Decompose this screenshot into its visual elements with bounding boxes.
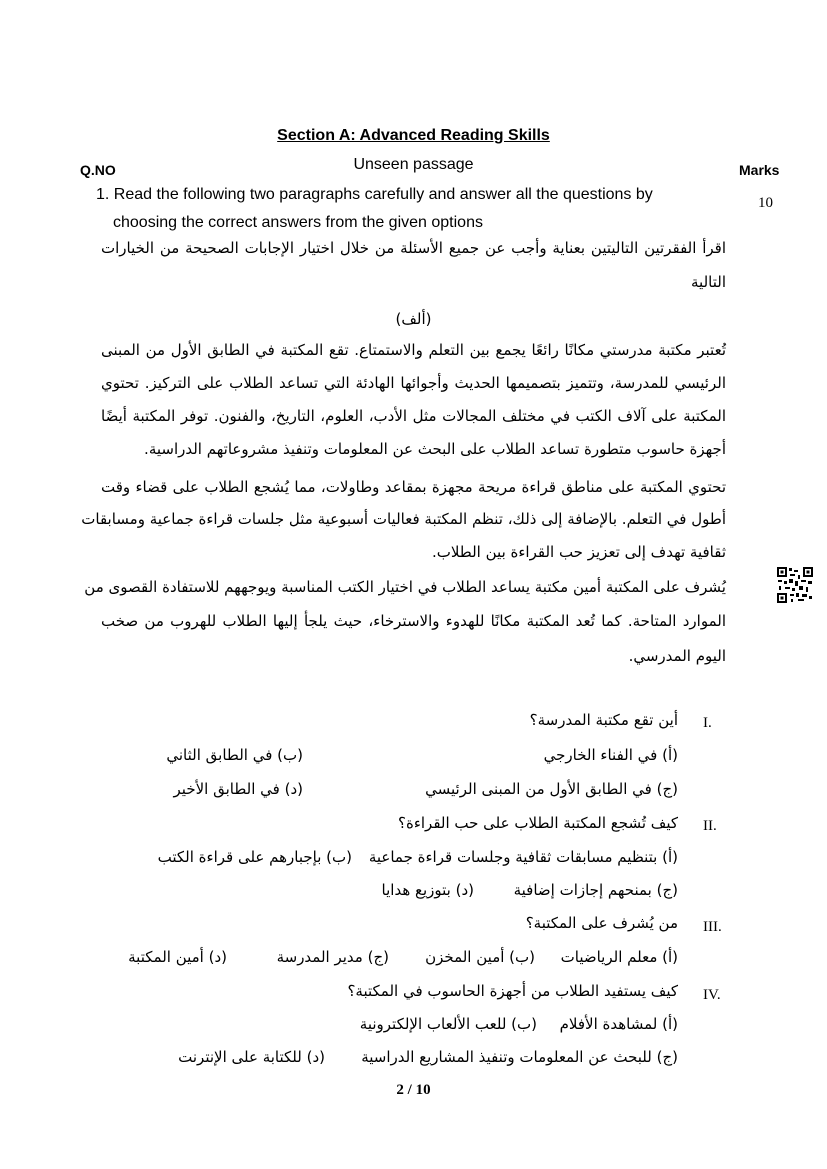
instruction-en-line1: 1. Read the following two paragraphs carefully and answer all the questions by bbox=[96, 186, 653, 203]
passage-line: الرئيسي للمدرسة، وتتميز بتصميمها الحديث وأجوائها الهادئة التي تساعد الطلاب على التركيز. تحتوي bbox=[101, 374, 726, 392]
question-text: أين تقع مكتبة المدرسة؟ bbox=[529, 711, 678, 729]
passage-label: (ألف) bbox=[395, 310, 432, 328]
passage-line: المكتبة على آلاف الكتب في مختلف المجالات مثل الأدب، العلوم، التاريخ، والفنون. توفر المكتبة أيضًا bbox=[101, 407, 726, 425]
instruction-en-line2: choosing the correct answers from the given options bbox=[113, 214, 483, 231]
passage-line: تحتوي المكتبة على مناطق قراءة مريحة مجهزة بمقاعد وطاولات، مما يُشجع الطلاب على قضاء وقت bbox=[101, 478, 726, 496]
qno-label: Q.NO bbox=[80, 162, 116, 178]
question-number: I. bbox=[703, 715, 712, 731]
option-b: (ب) بإجبارهم على قراءة الكتب bbox=[157, 848, 352, 866]
option-c: (ج) للبحث عن المعلومات وتنفيذ المشاريع الدراسية bbox=[361, 1048, 678, 1066]
passage-line: يُشرف على المكتبة أمين مكتبة يساعد الطلاب في اختيار الكتب المناسبة ويوجههم للاستفادة القصوى من bbox=[84, 578, 726, 596]
option-d: (د) للكتابة على الإنترنت bbox=[178, 1048, 325, 1066]
option-a: (أ) في الفناء الخارجي bbox=[543, 746, 678, 764]
passage-line: الموارد المتاحة. كما تُعد المكتبة مكانًا للهدوء والاسترخاء، حيث يلجأ إليها الطلاب للهروب من صخب bbox=[101, 612, 726, 630]
subtitle: Unseen passage bbox=[353, 156, 474, 173]
question-text: من يُشرف على المكتبة؟ bbox=[525, 914, 678, 932]
question-text: كيف يستفيد الطلاب من أجهزة الحاسوب في المكتبة؟ bbox=[347, 982, 678, 1000]
option-c: (ج) في الطابق الأول من المبنى الرئيسي bbox=[425, 780, 678, 798]
option-a: (أ) بتنظيم مسابقات ثقافية وجلسات قراءة جماعية bbox=[368, 848, 678, 866]
option-a: (أ) لمشاهدة الأفلام bbox=[559, 1015, 678, 1033]
question-number: II. bbox=[703, 818, 717, 834]
passage-line: تُعتبر مكتبة مدرستي مكانًا رائعًا يجمع بين التعلم والاستمتاع. تقع المكتبة في الطابق الأول من المبنى bbox=[101, 341, 726, 359]
passage-line: أطول في التعلم. بالإضافة إلى ذلك، تنظم المكتبة فعاليات أسبوعية مثل جلسات قراءة جماعية ومسابقات bbox=[81, 510, 726, 528]
passage-line: اليوم المدرسي. bbox=[628, 647, 726, 665]
option-b: (ب) في الطابق الثاني bbox=[166, 746, 303, 764]
option-b: (ب) للعب الألعاب الإلكترونية bbox=[359, 1015, 537, 1033]
option-c: (ج) بمنحهم إجازات إضافية bbox=[513, 881, 678, 899]
question-number: IV. bbox=[703, 987, 721, 1003]
option-d: (د) أمين المكتبة bbox=[128, 948, 227, 966]
marks-label: Marks bbox=[739, 162, 780, 178]
instruction-ar-line2: التالية bbox=[691, 273, 726, 291]
section-title: Section A: Advanced Reading Skills bbox=[277, 127, 550, 144]
option-d: (د) في الطابق الأخير bbox=[173, 780, 303, 798]
option-d: (د) بتوزيع هدايا bbox=[381, 881, 474, 899]
instruction-ar-line1: اقرأ الفقرتين التاليتين بعناية وأجب عن جميع الأسئلة من خلال اختيار الإجابات الصحيحة من الخيارات bbox=[101, 239, 726, 257]
page-number: 2 / 10 bbox=[396, 1082, 431, 1098]
marks-value: 10 bbox=[758, 195, 773, 211]
question-number: III. bbox=[703, 919, 722, 935]
qr-code-icon bbox=[776, 566, 814, 604]
question-text: كيف تُشجع المكتبة الطلاب على حب القراءة؟ bbox=[398, 814, 678, 832]
option-b: (ب) أمين المخزن bbox=[425, 948, 535, 966]
option-c: (ج) مدير المدرسة bbox=[276, 948, 389, 966]
passage-line: ثقافية تهدف إلى تعزيز حب القراءة بين الطلاب. bbox=[431, 543, 726, 561]
passage-line: أجهزة حاسوب متطورة تساعد الطلاب على البحث عن المعلومات وتنفيذ مشروعاتهم الدراسية. bbox=[144, 440, 726, 458]
option-a: (أ) معلم الرياضيات bbox=[560, 948, 678, 966]
